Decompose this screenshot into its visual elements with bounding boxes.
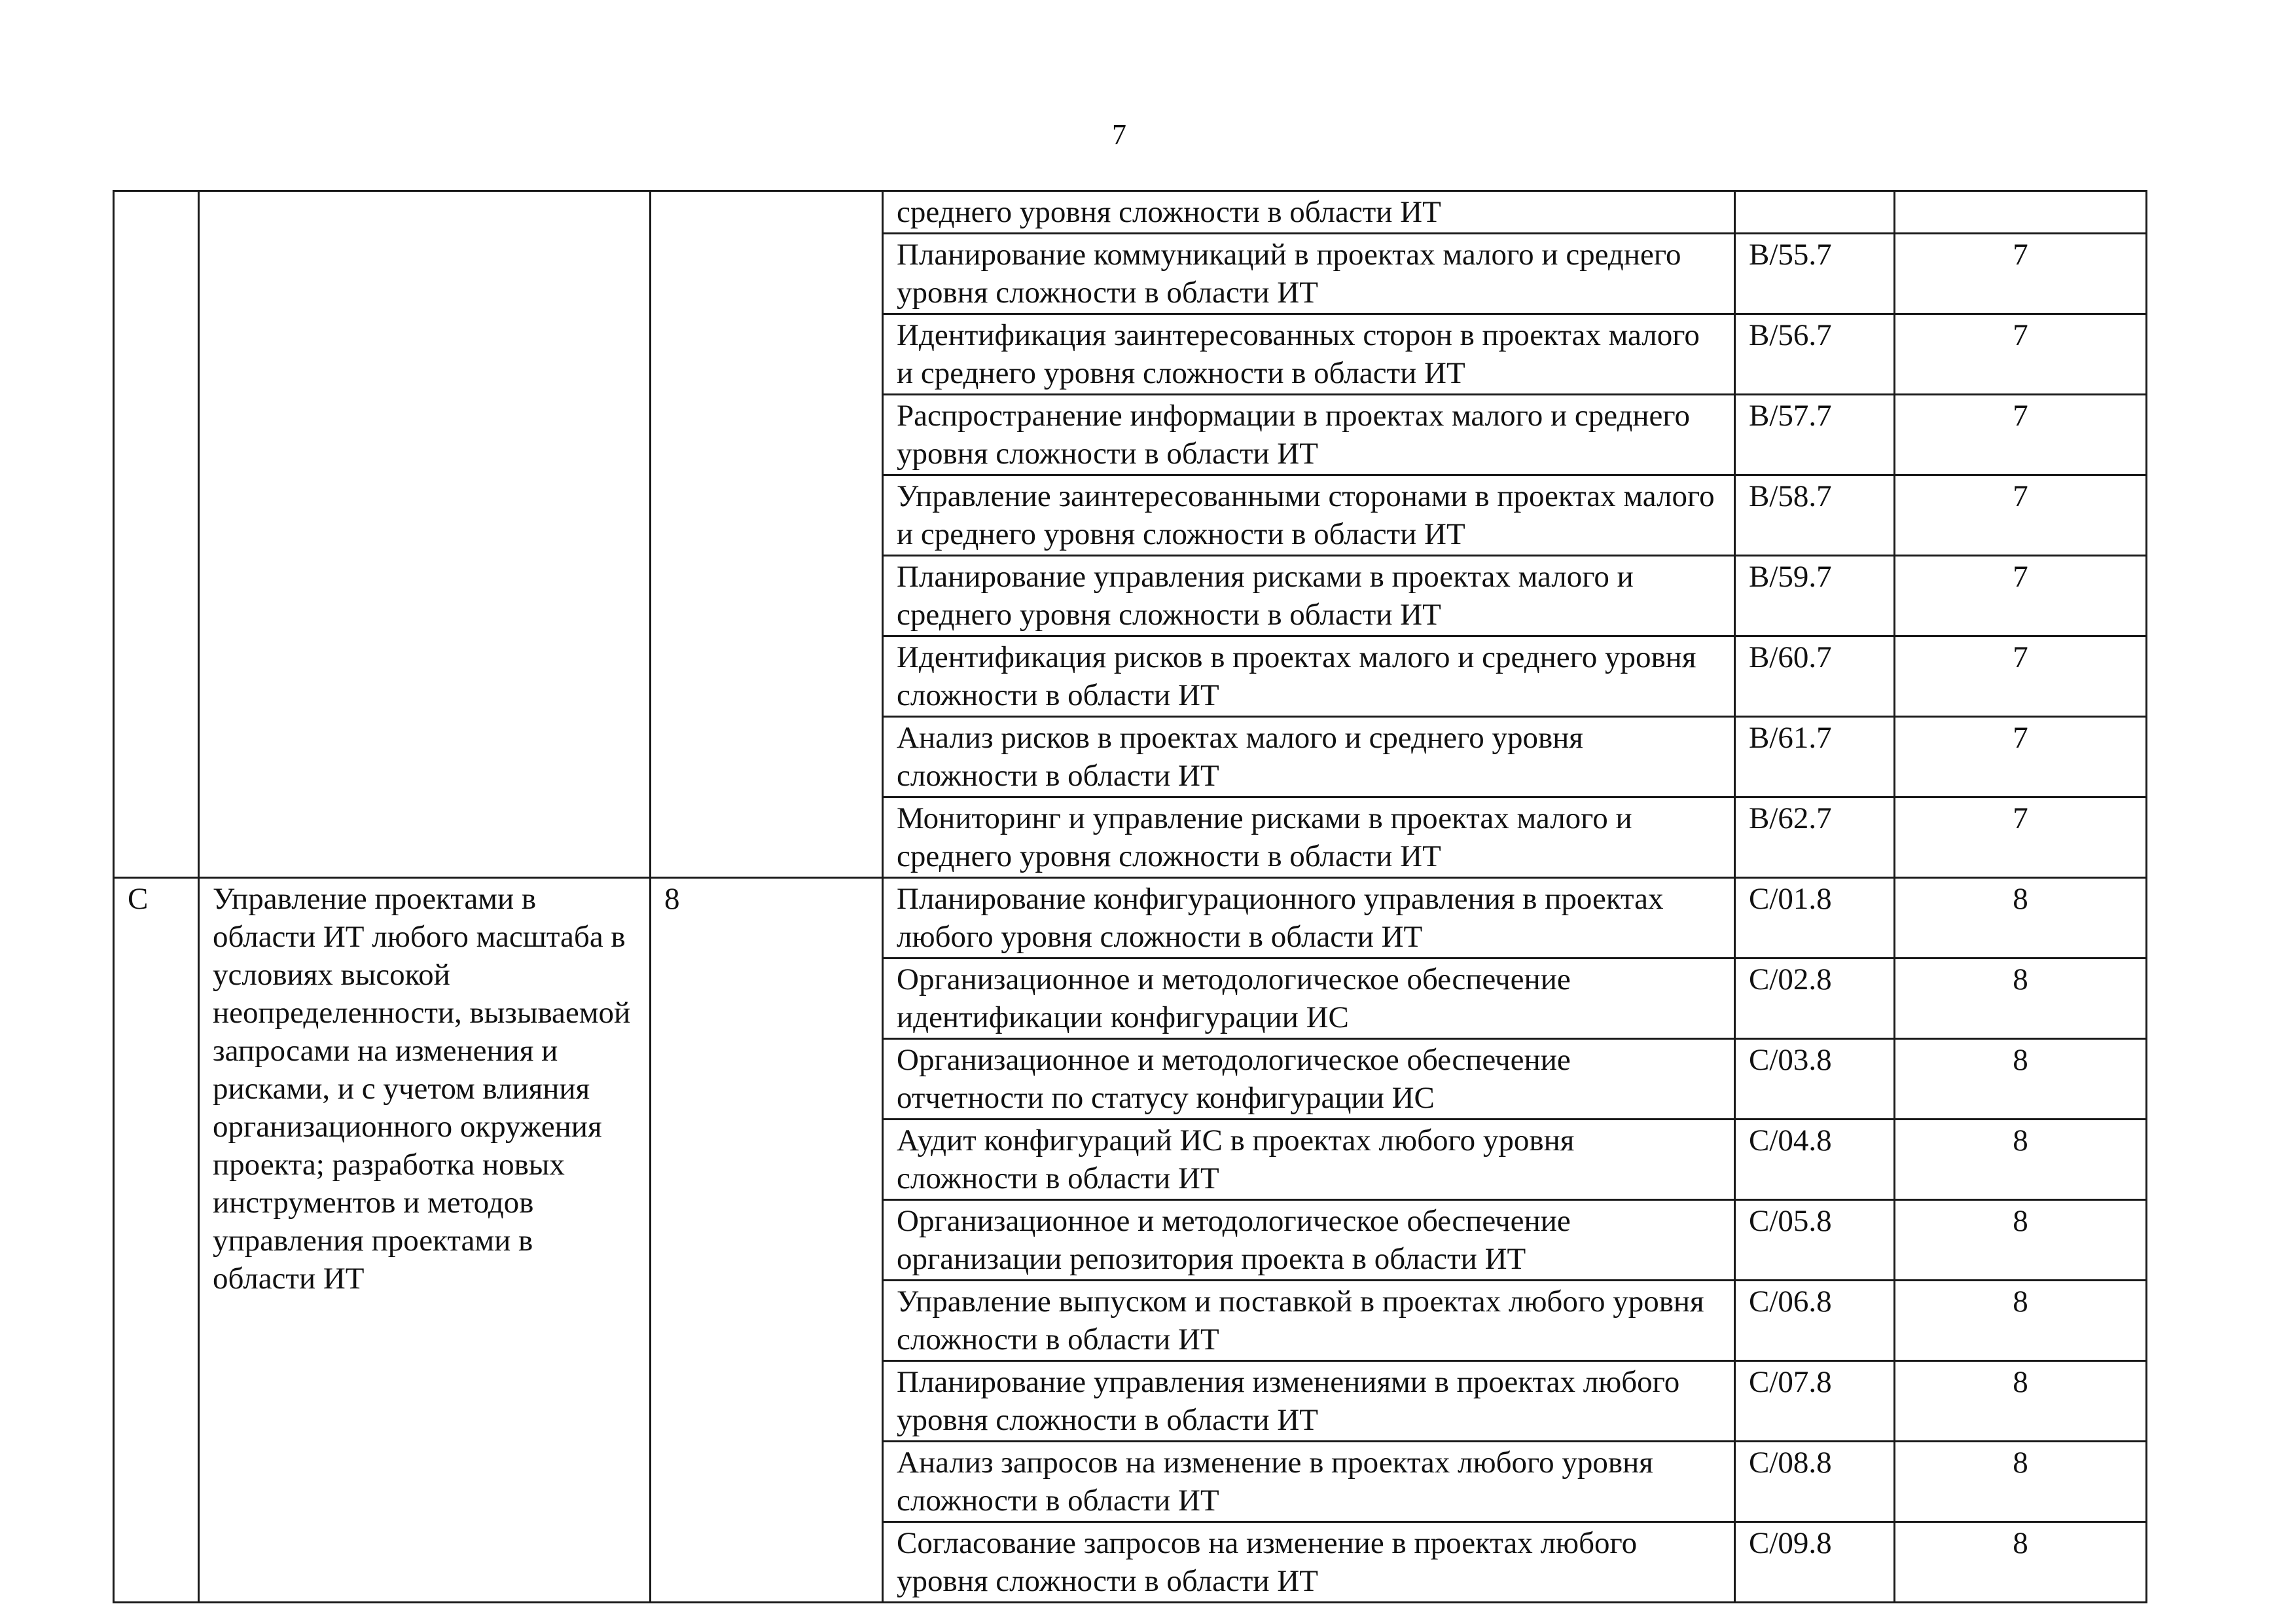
function-name: Мониторинг и управление рисками в проектах малого и среднего уровня сложности в области ИТ (883, 797, 1735, 878)
function-name: Анализ запросов на изменение в проектах любого уровня сложности в области ИТ (883, 1442, 1735, 1522)
table-row (114, 191, 2147, 234)
function-level: 8 (1895, 1522, 2147, 1603)
group-c-name: Управление проектами в области ИТ любого масштаба в условиях высокой неопределенности, вызываемой запросами на изменения и рисками, и с учетом влияния организационного окружения проекта; разработка новых инструментов и методов управления проектами в области ИТ (199, 878, 651, 1603)
group-b-level-cell (651, 191, 883, 878)
function-level: 8 (1895, 1120, 2147, 1200)
function-name: Анализ рисков в проектах малого и среднего уровня сложности в области ИТ (883, 717, 1735, 797)
function-code: В/56.7 (1735, 314, 1895, 395)
function-level: 7 (1895, 475, 2147, 556)
function-name: Согласование запросов на изменение в проектах любого уровня сложности в области ИТ (883, 1522, 1735, 1603)
function-code: С/09.8 (1735, 1522, 1895, 1603)
function-code: С/04.8 (1735, 1120, 1895, 1200)
function-level: 8 (1895, 1361, 2147, 1442)
function-name: Планирование управления рисками в проектах малого и среднего уровня сложности в области ИТ (883, 556, 1735, 636)
function-level (1895, 191, 2147, 234)
table-row (114, 878, 2147, 958)
function-code: В/55.7 (1735, 234, 1895, 314)
function-name: Распространение информации в проектах малого и среднего уровня сложности в области ИТ (883, 395, 1735, 475)
function-level: 7 (1895, 717, 2147, 797)
function-name: Управление выпуском и поставкой в проектах любого уровня сложности в области ИТ (883, 1281, 1735, 1361)
function-name: Организационное и методологическое обеспечение организации репозитория проекта в области ИТ (883, 1200, 1735, 1281)
function-level: 8 (1895, 1039, 2147, 1120)
function-level: 8 (1895, 1442, 2147, 1522)
function-code: С/05.8 (1735, 1200, 1895, 1281)
function-code: В/57.7 (1735, 395, 1895, 475)
function-code: В/58.7 (1735, 475, 1895, 556)
function-level: 7 (1895, 395, 2147, 475)
functions-table (113, 190, 2147, 1603)
function-code: С/01.8 (1735, 878, 1895, 958)
function-name: Планирование управления изменениями в проектах любого уровня сложности в области ИТ (883, 1361, 1735, 1442)
function-name: Идентификация рисков в проектах малого и среднего уровня сложности в области ИТ (883, 636, 1735, 717)
function-level: 7 (1895, 797, 2147, 878)
group-b-letter-cell (114, 191, 199, 878)
function-level: 7 (1895, 314, 2147, 395)
function-name: среднего уровня сложности в области ИТ (883, 191, 1735, 234)
function-name: Организационное и методологическое обеспечение отчетности по статусу конфигурации ИС (883, 1039, 1735, 1120)
function-level: 8 (1895, 1200, 2147, 1281)
group-b-name-cell (199, 191, 651, 878)
function-level: 7 (1895, 556, 2147, 636)
function-code (1735, 191, 1895, 234)
function-name: Управление заинтересованными сторонами в проектах малого и среднего уровня сложности в области ИТ (883, 475, 1735, 556)
function-level: 8 (1895, 878, 2147, 958)
function-code: С/03.8 (1735, 1039, 1895, 1120)
function-code: С/06.8 (1735, 1281, 1895, 1361)
function-name: Организационное и методологическое обеспечение идентификации конфигурации ИС (883, 958, 1735, 1039)
function-name: Аудит конфигураций ИС в проектах любого уровня сложности в области ИТ (883, 1120, 1735, 1200)
function-code: С/02.8 (1735, 958, 1895, 1039)
function-code: В/62.7 (1735, 797, 1895, 878)
group-c-letter: С (114, 878, 199, 1603)
function-name: Планирование коммуникаций в проектах малого и среднего уровня сложности в области ИТ (883, 234, 1735, 314)
function-name: Идентификация заинтересованных сторон в проектах малого и среднего уровня сложности в области ИТ (883, 314, 1735, 395)
function-code: С/07.8 (1735, 1361, 1895, 1442)
function-code: В/59.7 (1735, 556, 1895, 636)
page-number: 7 (1112, 119, 1126, 151)
function-level: 8 (1895, 958, 2147, 1039)
function-code: В/61.7 (1735, 717, 1895, 797)
group-c-qualification-level: 8 (651, 878, 883, 1603)
function-code: В/60.7 (1735, 636, 1895, 717)
function-code: С/08.8 (1735, 1442, 1895, 1522)
function-level: 7 (1895, 234, 2147, 314)
function-name: Планирование конфигурационного управления в проектах любого уровня сложности в области ИТ (883, 878, 1735, 958)
function-level: 7 (1895, 636, 2147, 717)
function-level: 8 (1895, 1281, 2147, 1361)
